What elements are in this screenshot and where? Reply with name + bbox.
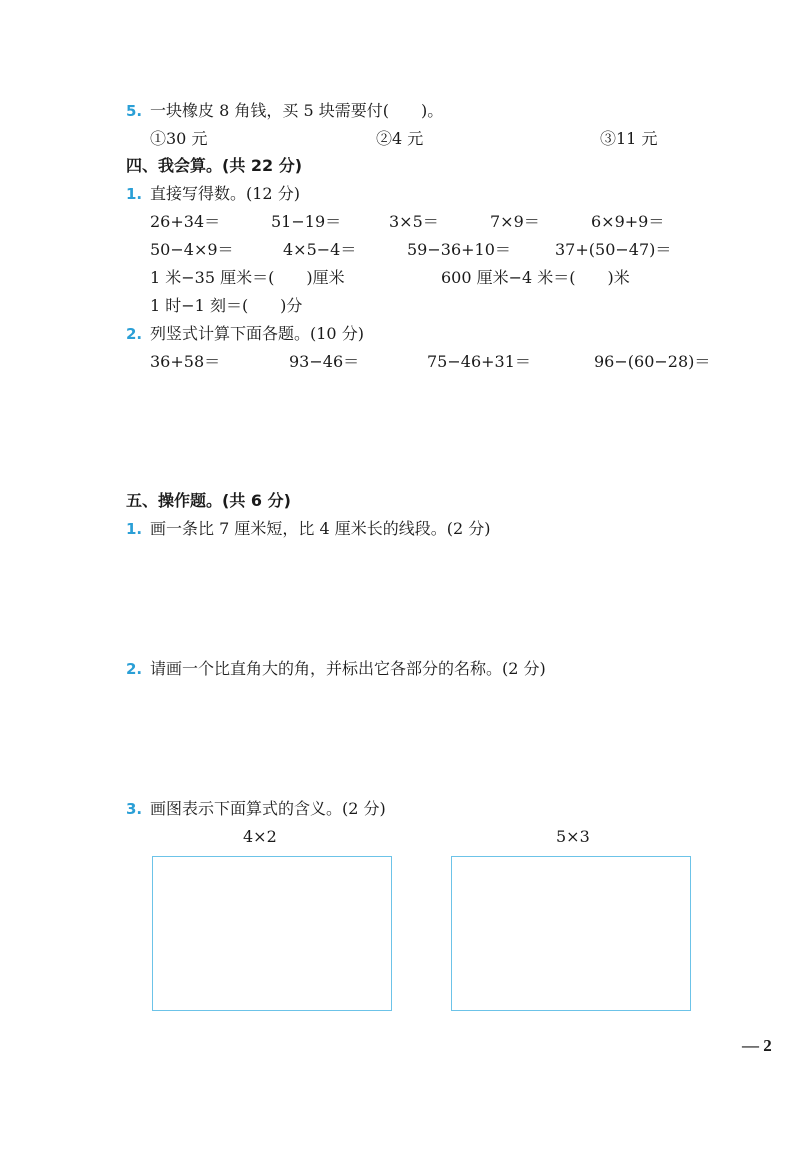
s4-q1-number: 1. bbox=[126, 185, 143, 203]
conversion-item: 600 厘米−4 米＝( )米 bbox=[441, 268, 630, 287]
s4-q2-number: 2. bbox=[126, 325, 143, 343]
page-number: — 2 bbox=[742, 1036, 772, 1055]
vertical-calc-item: 96−(60−28)＝ bbox=[594, 352, 711, 371]
calc-item: 4×5−4＝ bbox=[283, 240, 357, 259]
calc-item: 7×9＝ bbox=[490, 212, 540, 231]
calc-item: 3×5＝ bbox=[389, 212, 439, 231]
calc-item: 26+34＝ bbox=[150, 212, 221, 231]
q5-option-1: ①30 元 bbox=[150, 129, 208, 148]
drawing-box-right[interactable] bbox=[451, 856, 691, 1011]
vertical-calc-item: 93−46＝ bbox=[289, 352, 360, 371]
calc-item: 51−19＝ bbox=[271, 212, 342, 231]
vertical-calc-item: 75−46+31＝ bbox=[427, 352, 531, 371]
conversion-item: 1 米−35 厘米＝( )厘米 bbox=[150, 268, 345, 287]
vertical-calc-item: 36+58＝ bbox=[150, 352, 221, 371]
q5-number: 5. bbox=[126, 102, 143, 120]
expression-label-left: 4×2 bbox=[243, 827, 277, 846]
section-5-heading: 五、操作题。(共 6 分) bbox=[126, 491, 291, 510]
s4-q2-text: 列竖式计算下面各题。(10 分) bbox=[150, 324, 364, 343]
calc-item: 37+(50−47)＝ bbox=[555, 240, 672, 259]
section-4-heading: 四、我会算。(共 22 分) bbox=[126, 156, 303, 175]
conversion-item: 1 时−1 刻＝( )分 bbox=[150, 296, 303, 315]
q5-text: 一块橡皮 8 角钱，买 5 块需要付( )。 bbox=[150, 101, 444, 120]
s4-q1-text: 直接写得数。(12 分) bbox=[150, 184, 300, 203]
drawing-box-left[interactable] bbox=[152, 856, 392, 1011]
s5-q1-number: 1. bbox=[126, 520, 143, 538]
s5-q1-text: 画一条比 7 厘米短，比 4 厘米长的线段。(2 分) bbox=[150, 519, 491, 538]
q5-option-2: ②4 元 bbox=[376, 129, 424, 148]
s5-q3-number: 3. bbox=[126, 800, 143, 818]
s5-q3-text: 画图表示下面算式的含义。(2 分) bbox=[150, 799, 386, 818]
expression-label-right: 5×3 bbox=[556, 827, 590, 846]
s5-q2-number: 2. bbox=[126, 660, 143, 678]
calc-item: 59−36+10＝ bbox=[407, 240, 511, 259]
calc-item: 50−4×9＝ bbox=[150, 240, 234, 259]
q5-option-3: ③11 元 bbox=[600, 129, 658, 148]
s5-q2-text: 请画一个比直角大的角，并标出它各部分的名称。(2 分) bbox=[150, 659, 546, 678]
calc-item: 6×9+9＝ bbox=[591, 212, 665, 231]
